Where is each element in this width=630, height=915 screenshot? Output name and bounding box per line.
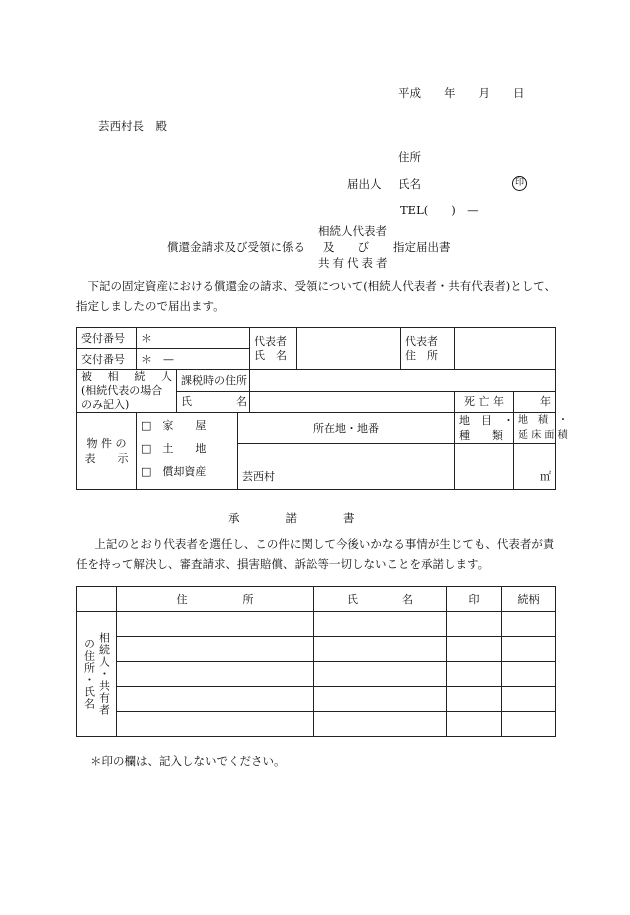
property-type-options[interactable]	[137, 413, 238, 490]
heir-address-3[interactable]	[117, 662, 314, 687]
date-line: 平成 年 月 日	[398, 86, 525, 100]
heir-name-1[interactable]	[314, 612, 447, 637]
addressee: 芸西村長 殿	[98, 119, 167, 133]
intro-paragraph: 下記の固定資産における償還金の請求、受領について(相続人代表者・共有代表者)として、指定しましたので届出ます。	[76, 279, 557, 313]
receipt-no-cell: ＊	[137, 328, 250, 349]
heir-seal-2[interactable]	[447, 637, 502, 662]
title-main-prefix: 償還金請求及び受領に係る	[167, 240, 305, 254]
death-year-label: 死 亡 年	[455, 391, 514, 413]
option-depreciable: □ 償却資産	[141, 465, 207, 478]
rep-name-field[interactable]	[297, 328, 401, 370]
heir-relation-3[interactable]	[502, 662, 556, 687]
designation-form-table	[76, 327, 569, 490]
location-field[interactable]: 芸西村	[238, 444, 455, 490]
option-land: □ 土 地	[141, 442, 207, 455]
consent-corner	[77, 587, 117, 612]
heir-relation-5[interactable]	[502, 712, 556, 737]
heir-seal-5[interactable]	[447, 712, 502, 737]
footnote: ＊印の欄は、記入しないでください。	[90, 754, 286, 768]
area-field[interactable]: ㎡	[514, 444, 556, 490]
death-year-field[interactable]: 年	[514, 391, 556, 413]
heir-seal-3[interactable]	[447, 662, 502, 687]
deceased-name-label: 氏 名	[177, 391, 250, 413]
deceased-name-field[interactable]	[250, 391, 455, 413]
heir-seal-4[interactable]	[447, 687, 502, 712]
applicant-address-label: 住所	[398, 150, 421, 164]
col-seal: 印	[447, 587, 502, 612]
heir-address-2[interactable]	[117, 637, 314, 662]
title-bottom: 共有代表者	[318, 256, 391, 270]
land-category-field[interactable]	[455, 444, 514, 490]
heir-address-1[interactable]	[117, 612, 314, 637]
deceased-label: 被 相 続 人 (相続代表の場合 のみ記入)	[77, 370, 177, 413]
col-address: 住 所	[117, 587, 314, 612]
col-name: 氏 名	[314, 587, 447, 612]
property-label: 物 件 の 表 示	[77, 413, 137, 490]
receipt-no-label: 受付番号	[77, 328, 137, 349]
applicant-tel: TEL( ) —	[400, 203, 479, 217]
seal-mark-icon: 印	[512, 175, 527, 191]
consent-title: 承 諾 書	[228, 511, 355, 525]
tax-address-label: 課税時の住所	[177, 370, 250, 392]
heir-address-4[interactable]	[117, 687, 314, 712]
title-main-mid: 及 び	[323, 240, 369, 254]
heir-name-2[interactable]	[314, 637, 447, 662]
consent-body: 上記のとおり代表者を選任し、この件に関して今後いかなる事情が生じても、代表者が責任を持って解決し、審査請求、損害賠償、訴訟等一切しないことを承諾します。	[76, 537, 555, 571]
rep-address-label: 代表者 住 所	[401, 328, 455, 370]
area-header: 地 積 ・ 延 床 面 積	[514, 413, 556, 444]
heir-address-5[interactable]	[117, 712, 314, 737]
applicant-name-label: 氏名	[398, 177, 421, 191]
rep-address-field[interactable]	[455, 328, 556, 370]
col-relation: 続柄	[502, 587, 556, 612]
heir-name-3[interactable]	[314, 662, 447, 687]
heir-relation-4[interactable]	[502, 687, 556, 712]
option-house: □ 家 屋	[141, 419, 207, 432]
consent-signature-table	[76, 586, 556, 737]
location-header: 所在地・地番	[238, 413, 455, 444]
issue-no-cell: ＊ —	[137, 349, 250, 370]
issue-no-label: 交付番号	[77, 349, 137, 370]
heirs-side-label: の住所・氏名 相続人・共有者	[77, 612, 117, 737]
rep-name-label: 代表者 氏 名	[250, 328, 297, 370]
land-category-header: 地 目 ・ 種 類	[455, 413, 514, 444]
heir-relation-1[interactable]	[502, 612, 556, 637]
filer-label: 届出人	[347, 177, 382, 191]
heir-seal-1[interactable]	[447, 612, 502, 637]
heir-relation-2[interactable]	[502, 637, 556, 662]
title-top: 相続人代表者	[318, 224, 387, 238]
heir-name-5[interactable]	[314, 712, 447, 737]
title-main-suffix: 指定届出書	[393, 240, 451, 254]
tax-address-field[interactable]	[250, 370, 556, 392]
heir-name-4[interactable]	[314, 687, 447, 712]
